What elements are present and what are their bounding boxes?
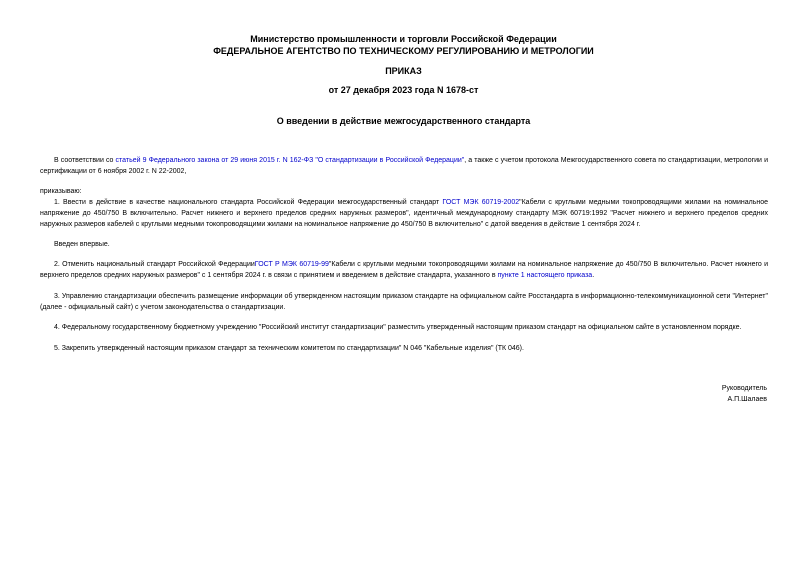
doc-type: ПРИКАЗ: [385, 66, 422, 76]
signature-position: Руководитель: [721, 385, 767, 392]
agency-heading: ФЕДЕРАЛЬНОЕ АГЕНТСТВО ПО ТЕХНИЧЕСКОМУ РЕГУЛИРОВАНИЮ И МЕТРОЛОГИИ: [213, 46, 594, 56]
paragraph-item-1: [40, 197, 768, 230]
paragraph-item-3: 3. Управлению стандартизации обеспечить размещение информации об утвержденном настоящим приказом стандарте на официальном сайте Росстандарта в информационно-телекоммуникационной сети "Интернет" (далее - официальный сайт) с учетом законодательства о стандартизации.: [40, 293, 768, 311]
item1-text-end: "Кабели с круглыми медными токопроводящими жилами на номинальное напряжение до 450/750 В включительно. Расчет нижнего и верхнего пределов средних наружных размеров", идентичный международному стандарту МЭК 60719:1992 "Расчет нижнего и верхнего пределов средних наружных размеров кабелей с круглыми медными токопроводящими жилами на номинальное напряжение до 450/750 В включительно" с датой введения в действие 1 сентября 2024 г.: [40, 199, 768, 228]
federal-law-link[interactable]: статьей 9 Федерального закона от 29 июня 2015 г. N 162-ФЗ "О стандартизации в Российской Федерации": [115, 157, 465, 164]
preamble-text-end: , а также с учетом протокола Межгосударственного совета по стандартизации, метрологии и сертификации от 6 ноября 2002 г. N 22-2002,: [40, 157, 768, 175]
item1-text-start: 1. Ввести в действие в качестве национального стандарта Российской Федерации межгосударственный стандарт: [54, 199, 443, 206]
paragraph-preamble: [40, 155, 768, 177]
paragraph-item-5: 5. Закрепить утвержденный настоящим приказом стандарт за техническим комитетом по стандартизации" N 046 "Кабельные изделия" (ТК 046).: [54, 345, 524, 352]
item2-text-mid: "Кабели с круглыми медными токопроводящими жилами на номинальное напряжение до 450/750 В включительно. Расчет нижнего и верхнего пределов средних наружных размеров" с 1 сентября 2024 г. в связи с принятием и введением в действие стандарта, указанного в: [40, 261, 768, 279]
document-title: О введении в действие межгосударственного стандарта: [276, 116, 531, 126]
item2-text-end: .: [592, 272, 595, 279]
date-number: от 27 декабря 2023 года N 1678-ст: [328, 85, 479, 95]
gost-r-iec-60719-99-link[interactable]: ГОСТ Р МЭК 60719-99: [254, 261, 329, 268]
paragraph-item-4: 4. Федеральному государственному бюджетному учреждению "Российский институт стандартизации" разместить утвержденный настоящим приказом стандарт на официальном сайте в установленном порядке.: [54, 324, 742, 331]
ordered-line: приказываю:: [40, 188, 82, 195]
item2-text-start: 2. Отменить национальный стандарт Российской Федерации: [54, 261, 255, 268]
paragraph-introduced-first: Введен впервые.: [54, 241, 110, 248]
paragraph-item-2: [40, 259, 768, 281]
preamble-text-start: В соответствии со: [54, 157, 116, 164]
gost-iec-60719-2002-link[interactable]: ГОСТ МЭК 60719-2002: [442, 199, 520, 206]
ministry-heading: Министерство промышленности и торговли Российской Федерации: [250, 34, 557, 44]
item-1-reference-link[interactable]: пункте 1 настоящего приказа: [497, 272, 593, 279]
signature-name: А.П.Шалаев: [727, 396, 767, 403]
